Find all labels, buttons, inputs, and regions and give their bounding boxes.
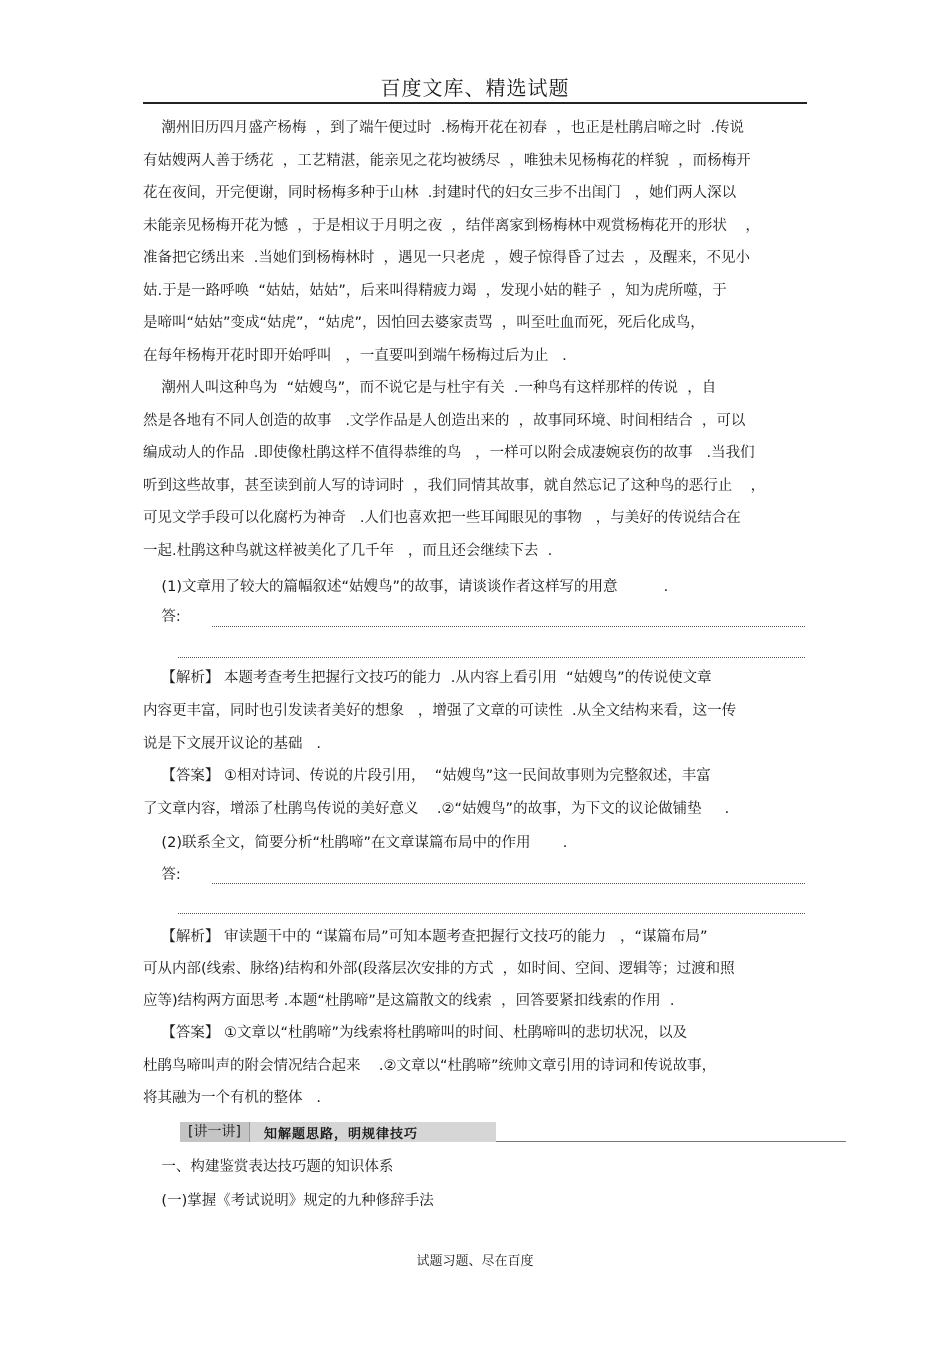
answer-line-2b[interactable] <box>178 913 805 914</box>
story-p1-line: 准备把它绣出来 .当她们到杨梅林时 ，遇见一只老虎 ，嫂子惊得昏了过去 ，及醒来，不见小 <box>143 250 750 266</box>
answer-label-2: 答: <box>143 867 181 883</box>
answer-line-1b[interactable] <box>178 657 805 658</box>
story-p2-line: 编成动人的作品 .即使像杜鹃这样不值得恭维的鸟 ，一样可以附会成凄婉哀伤的故事 .当我们 <box>143 445 755 461</box>
analysis-2-line: 【解析】 审读题干中的 “谋篇布局”可知本题考查把握行文技巧的能力 ，“谋篇布局” <box>143 929 708 945</box>
story-p2-line: 然是各地有不同人创造的故事 .文学作品是人创造出来的 ，故事同环境、时间相结合 ，可以 <box>143 413 746 429</box>
section-subtitle: 知解题思路，明规律技巧 <box>263 1126 418 1142</box>
answer-label-1: 答: <box>143 609 181 625</box>
story-p1-line: 未能亲见杨梅开花为憾 ，于是相议于月明之夜 ，结伴离家到杨梅林中观赏杨梅花开的形状 ， <box>143 218 760 234</box>
analysis-2-line: 应等)结构两方面思考 .本题“杜鹃啼”是这篇散文的线索 ，回答要紧扣线索的作用 . <box>143 993 675 1009</box>
answer-line-2a[interactable] <box>212 883 805 884</box>
question-1: (1)文章用了较大的篇幅叙述“姑嫂鸟”的故事，请谈谈作者这样写的用意 . <box>143 579 669 595</box>
key-2-line: 杜鹃鸟啼叫声的附会情况结合起来 .②文章以“杜鹃啼”统帅文章引用的诗词和传说故事， <box>143 1058 717 1074</box>
question-2: (2)联系全文，简要分析“杜鹃啼”在文章谋篇布局中的作用 . <box>143 835 568 851</box>
section-tag: [讲一讲] <box>180 1122 250 1142</box>
story-p2-line: 潮州人叫这种鸟为 “姑嫂鸟”，而不说它是与杜宇有关 .一种鸟有这样那样的传说 ，自 <box>143 380 717 396</box>
analysis-1-line: 内容更丰富，同时也引发读者美好的想象 ，增强了文章的可读性 .从全文结构来看，这一传 <box>143 703 737 719</box>
header-rule <box>143 102 807 104</box>
analysis-1-line: 说是下文展开议论的基础 . <box>143 736 321 752</box>
key-1-line: 【答案】 ①相对诗词、传说的片段引用， “姑嫂鸟”这一民间故事则为完整叙述，丰富 <box>143 768 711 784</box>
page-header-title: 百度文库、精选试题 <box>380 76 570 100</box>
story-p2-line: 一起.杜鹃这种鸟就这样被美化了几千年 ，而且还会继续下去 . <box>143 543 553 559</box>
analysis-2-line: 可从内部(线索、脉络)结构和外部(段落层次安排的方式 ，如时间、空间、逻辑等；过渡和照 <box>143 961 735 977</box>
outline-item-1: 一、构建鉴赏表达技巧题的知识体系 <box>143 1159 394 1175</box>
analysis-1-line: 【解析】 本题考查考生把握行文技巧的能力 .从内容上看引用 “姑嫂鸟”的传说使文章 <box>143 670 712 686</box>
story-p1-line: 是啼叫“姑姑”变成“姑虎”，“姑虎”，因怕回去婆家责骂 ，叫至吐血而死，死后化成鸟， <box>143 315 705 331</box>
story-p2-line: 可见文学手段可以化腐朽为神奇 .人们也喜欢把一些耳闻眼见的事物 ，与美好的传说结合在 <box>143 510 741 526</box>
answer-line-1a[interactable] <box>212 626 805 627</box>
section-banner <box>180 1122 496 1142</box>
story-p2-line: 听到这些故事，甚至读到前人写的诗词时 ，我们同情其故事，就自然忘记了这种鸟的恶行止 ， <box>143 478 766 494</box>
section-rule <box>496 1141 846 1142</box>
story-p1-line: 在每年杨梅开花时即开始呼叫 ，一直要叫到端午杨梅过后为止 . <box>143 348 567 364</box>
page-footer: 试题习题、尽在百度 <box>416 1254 534 1269</box>
key-2-line: 将其融为一个有机的整体 . <box>143 1090 321 1106</box>
key-1-line: 了文章内容，增添了杜鹃鸟传说的美好意义 .②“姑嫂鸟”的故事，为下文的议论做铺垫 . <box>143 801 730 817</box>
story-p1-line: 潮州旧历四月盛产杨梅 ，到了端午便过时 .杨梅开花在初春 ，也正是杜鹃启啼之时 .传说 <box>143 120 745 136</box>
story-p1-line: 有姑嫂两人善于绣花 ，工艺精湛，能亲见之花均被绣尽 ，唯独未见杨梅花的样貌 ，而杨梅开 <box>143 153 751 169</box>
outline-item-2: (一)掌握《考试说明》规定的九种修辞手法 <box>143 1193 434 1209</box>
story-p1-line: 花在夜间，开完便谢，同时杨梅多种于山林 .封建时代的妇女三步不出闺门 ，她们两人深以 <box>143 185 737 201</box>
story-p1-line: 姑.于是一路呼唤 “姑姑，姑姑”，后来叫得精疲力竭 ，发现小姑的鞋子 ，知为虎所噬，于 <box>143 283 727 299</box>
key-2-line: 【答案】 ①文章以“杜鹃啼”为线索将杜鹃啼叫的时间、杜鹃啼叫的悲切状况，以及 <box>143 1025 688 1041</box>
